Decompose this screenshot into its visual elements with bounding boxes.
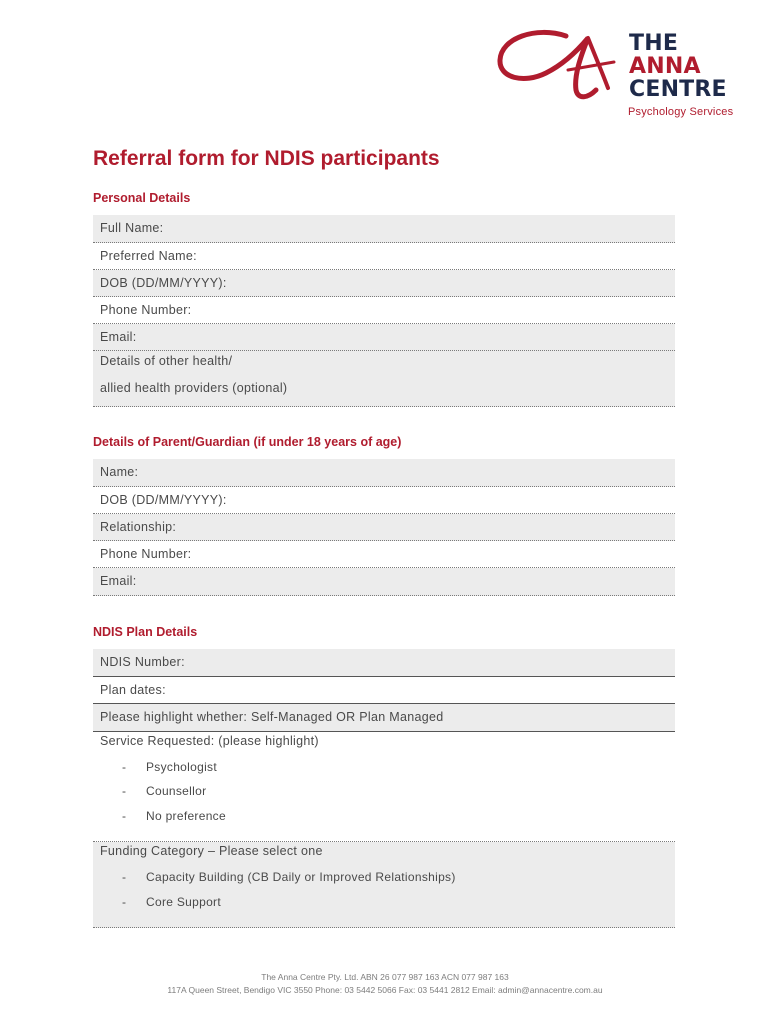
- email-field[interactable]: Email:: [93, 324, 675, 351]
- ndis-number-field[interactable]: NDIS Number:: [93, 649, 675, 677]
- logo-swirl-icon: [496, 28, 631, 108]
- page-title: Referral form for NDIS participants: [93, 147, 440, 170]
- plan-dates-field[interactable]: Plan dates:: [93, 677, 675, 704]
- dob-field[interactable]: DOB (DD/MM/YYYY):: [93, 270, 675, 297]
- ndis-plan-heading: NDIS Plan Details: [93, 625, 198, 639]
- funding-category-label: Funding Category – Please select one: [100, 844, 323, 858]
- service-option-no-preference[interactable]: No preference: [146, 809, 226, 823]
- logo-line-centre: CENTRE: [629, 77, 727, 102]
- logo-line-anna: ANNA: [629, 54, 701, 79]
- personal-details-heading: Personal Details: [93, 191, 191, 205]
- funding-option-capacity-building[interactable]: Capacity Building (CB Daily or Improved Relationships): [146, 870, 456, 884]
- guardian-name-field[interactable]: Name:: [93, 459, 675, 487]
- preferred-name-field[interactable]: Preferred Name:: [93, 243, 675, 270]
- guardian-phone-field[interactable]: Phone Number:: [93, 541, 675, 568]
- funding-dash-1: -: [122, 870, 126, 884]
- full-name-field[interactable]: Full Name:: [93, 215, 675, 243]
- footer-contact-line: 117A Queen Street, Bendigo VIC 3550 Phone: 03 5442 5066 Fax: 03 5441 2812 Email: admin@annacentre.com.au: [167, 985, 603, 995]
- logo-tagline: Psychology Services: [628, 106, 734, 118]
- funding-option-core-support[interactable]: Core Support: [146, 895, 221, 909]
- service-option-counsellor[interactable]: Counsellor: [146, 784, 207, 798]
- funding-category-block: [93, 842, 675, 928]
- guardian-relationship-field[interactable]: Relationship:: [93, 514, 675, 541]
- phone-number-field[interactable]: Phone Number:: [93, 297, 675, 324]
- service-dash-2: -: [122, 784, 126, 798]
- logo-line-the: THE: [629, 31, 679, 56]
- funding-dash-2: -: [122, 895, 126, 909]
- service-requested-label: Service Requested: (please highlight): [100, 734, 319, 748]
- footer-company-line: The Anna Centre Pty. Ltd. ABN 26 077 987 163 ACN 077 987 163: [261, 972, 509, 982]
- other-providers-field[interactable]: [93, 351, 675, 407]
- service-dash-1: -: [122, 760, 126, 774]
- other-providers-label-line1: Details of other health/: [100, 354, 233, 368]
- anna-centre-logo: [496, 28, 746, 123]
- guardian-details-heading: Details of Parent/Guardian (if under 18 years of age): [93, 435, 402, 449]
- guardian-email-field[interactable]: Email:: [93, 568, 675, 596]
- management-type-field[interactable]: Please highlight whether: Self-Managed OR Plan Managed: [93, 704, 675, 732]
- guardian-dob-field[interactable]: DOB (DD/MM/YYYY):: [93, 487, 675, 514]
- service-dash-3: -: [122, 809, 126, 823]
- other-providers-label-line2: allied health providers (optional): [100, 381, 288, 395]
- service-option-psychologist[interactable]: Psychologist: [146, 760, 217, 774]
